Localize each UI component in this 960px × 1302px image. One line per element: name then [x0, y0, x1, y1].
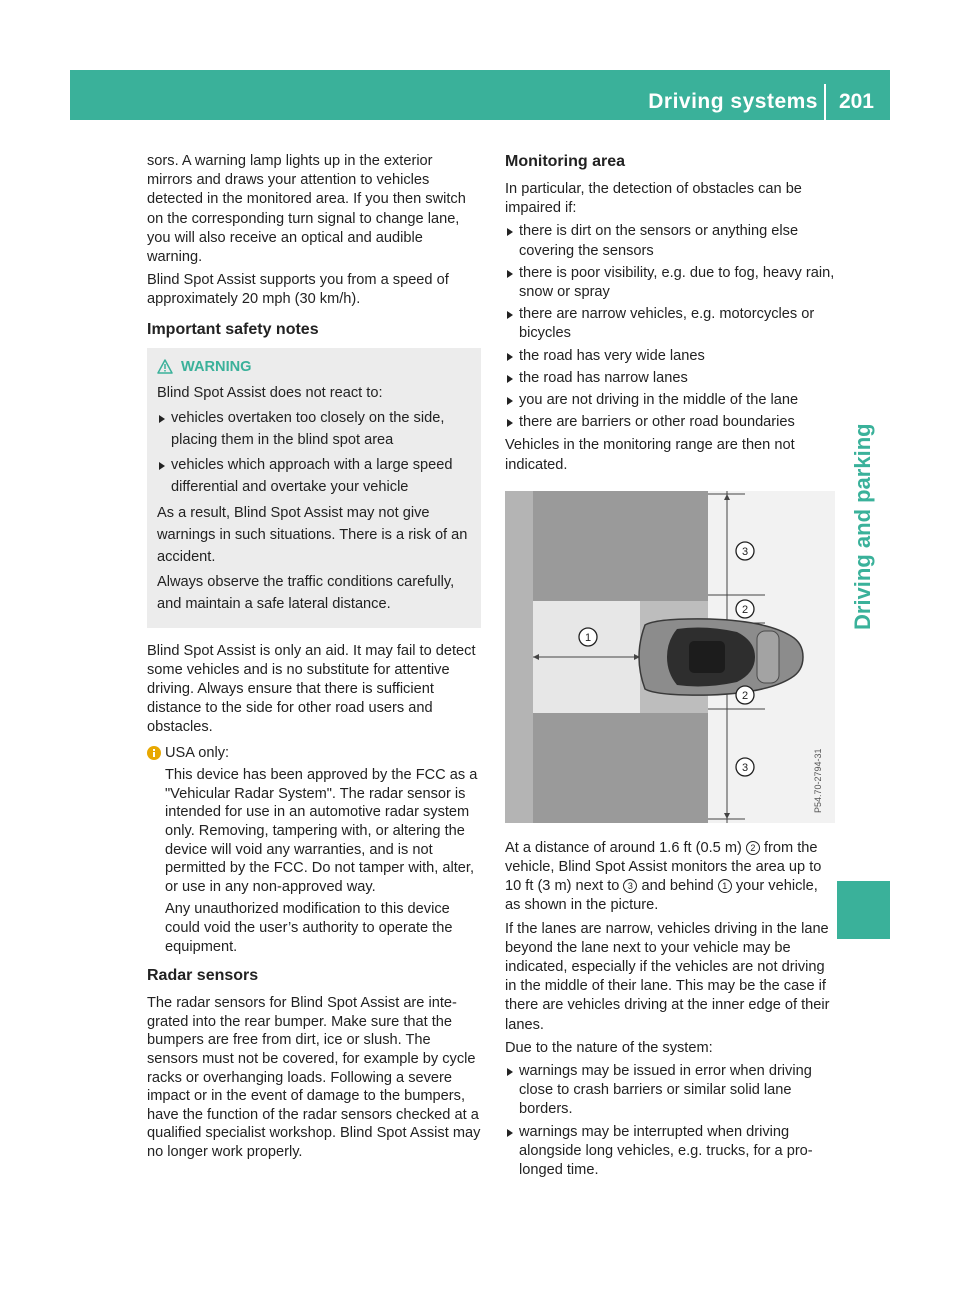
rear-zone-lower	[533, 713, 708, 823]
monitoring-outro: Vehicles in the monitoring range are then not indicated.	[505, 437, 795, 473]
info-icon	[147, 746, 161, 760]
intro-paragraph: sors. A warning lamp lights up in the exterior mirrors and draws your attention to vehicles detected in the monitored area. If you then switch on the corresponding turn signal to change lane, you will also receive an optical and audible warning.	[147, 153, 466, 266]
usa-paragraph-fcc: This device has been approved by the FCC as a "Vehicular Radar System". The radar sensor is intended for use in an automotive radar system only. Removing, tampering with, or altering the device will void any warranties, and is not permitted by the FCC. Do not tamper with, alter, or use in any non-approved way.	[165, 767, 478, 895]
left-column	[147, 152, 481, 1166]
chapter-side-tab	[837, 120, 890, 1180]
zone-marker-2-lower	[736, 686, 754, 704]
safety-heading: Important safety notes	[147, 320, 319, 338]
vehicle-top-view	[639, 619, 803, 695]
diagram-label-2: 2	[741, 689, 749, 702]
nature-bullet: warnings may be issued in error when driving close to crash barriers or similar solid lane borders.	[505, 1062, 835, 1120]
chapter-label: Driving and parking	[850, 423, 875, 630]
marker-1: 1	[718, 879, 732, 893]
diagram-code: P54.70-2794-31	[813, 748, 823, 813]
warning-result: As a result, Blind Spot Assist may not give warnings in such situations. There is a risk of an accident.	[157, 504, 468, 565]
zone-marker-3-upper	[736, 542, 754, 560]
warning-triangle-icon	[157, 359, 173, 374]
nature-list	[505, 1062, 835, 1180]
monitoring-intro: In particular, the detection of obstacles can be impaired if:	[505, 181, 802, 217]
diagram-label-3: 3	[741, 545, 749, 558]
monitoring-bullet: there is poor visibility, e.g. due to fog, heavy rain, snow or spray	[505, 264, 835, 302]
diagram-label-2: 2	[741, 603, 749, 616]
header-divider	[824, 84, 826, 120]
radar-paragraph: The radar sensors for Blind Spot Assist are integrated into the rear bumper. Make sure that the bumpers are free from dirt, ice or slush. The sensors must not be covered, for example by cycle racks or overhanging loads. Following a severe impact or in the event of damage to the bumpers, have the function of the radar sensors checked at a qualified specialist workshop. Blind Spot Assist may no longer work properly.	[147, 995, 481, 1160]
distance-paragraph: At a distance of around 1.6 ft (0.5 m) 2 from the vehicle, Blind Spot Assist monitors the area up to 10 ft (3 m) next to 3 and behind 1 your vehicle, as shown in the picture.	[505, 839, 822, 914]
warning-label: WARNING	[181, 358, 252, 375]
header-bar	[70, 70, 890, 120]
marker-3: 3	[623, 879, 637, 893]
monitoring-heading: Monitoring area	[505, 153, 626, 170]
monitoring-list	[505, 222, 835, 432]
nature-bullet: warnings may be interrupted when driving alongside long vehicles, e.g. trucks, for a prolonged time.	[505, 1123, 835, 1181]
zone-marker-3-lower	[736, 758, 754, 776]
aid-paragraph: Blind Spot Assist is only an aid. It may fail to detect some vehicles and is no substitute for attentive driving. Always ensure that there is sufficient distance to the side for other road users and obstacles.	[147, 642, 476, 736]
zone-marker-2-upper	[736, 600, 754, 618]
nature-intro: Due to the nature of the system:	[505, 1039, 713, 1056]
monitoring-bullet: there are narrow vehicles, e.g. motorcycles or bicycles	[505, 305, 835, 343]
right-column	[505, 152, 835, 1184]
rear-zone-upper	[533, 491, 708, 601]
usa-paragraph-modification: Any unauthorized modification to this device could void the user’s authority to operate the equipment.	[165, 901, 453, 955]
warning-bullet: vehicles overtaken too closely on the side, placing them in the blind spot area	[157, 407, 471, 451]
radar-heading: Radar sensors	[147, 967, 259, 985]
diagram-label-1: 1	[584, 631, 592, 644]
monitoring-bullet: the road has narrow lanes	[505, 369, 835, 388]
chapter-tab-marker	[837, 881, 890, 939]
warning-observe: Always observe the traffic conditions carefully, and maintain a safe lateral distance.	[157, 573, 455, 612]
usa-label: USA only:	[165, 744, 230, 761]
narrow-lanes-paragraph: If the lanes are narrow, vehicles driving in the lane beyond the lane next to your vehicle may be indicated, especially if the vehicles are not driving in the middle of their lane. This may be the case if there are vehicles driving at the inner edge of their lanes.	[505, 920, 830, 1033]
speed-paragraph: Blind Spot Assist supports you from a speed of approximately 20 mph (30 km/h).	[147, 272, 449, 308]
usa-note	[147, 744, 481, 957]
warning-box	[147, 348, 481, 628]
marker-2: 2	[746, 841, 760, 855]
section-title: Driving systems	[648, 90, 818, 113]
warning-intro: Blind Spot Assist does not react to:	[157, 384, 383, 401]
zone-marker-1	[579, 628, 597, 646]
monitoring-bullet: the road has very wide lanes	[505, 347, 835, 366]
warning-bullet: vehicles which approach with a large speed differential and overtake your vehicle	[157, 454, 471, 498]
page-number: 201	[838, 90, 874, 113]
diagram-label-3: 3	[741, 761, 749, 774]
monitoring-bullet: there is dirt on the sensors or anything else covering the sensors	[505, 222, 835, 260]
warning-header	[157, 356, 471, 378]
monitoring-bullet: there are barriers or other road boundaries	[505, 413, 835, 432]
warning-list	[157, 407, 471, 498]
monitoring-bullet: you are not driving in the middle of the lane	[505, 391, 835, 410]
monitoring-area-diagram	[505, 491, 835, 823]
